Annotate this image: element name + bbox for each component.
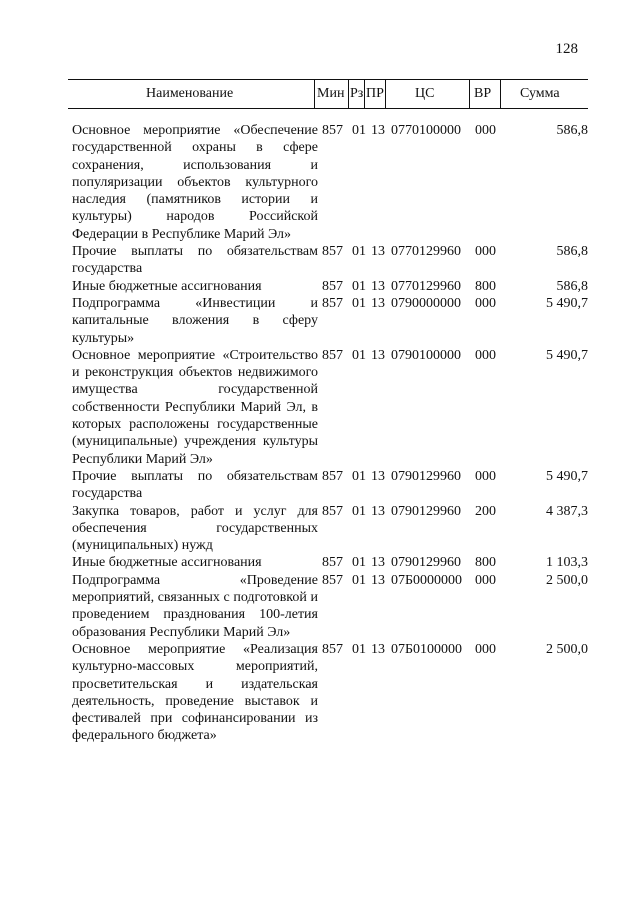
row-min: 857 <box>322 295 343 311</box>
row-rz: 01 <box>352 278 366 294</box>
row-cs: 0770100000 <box>391 123 461 138</box>
header-rz: Рз <box>350 86 364 101</box>
row-min: 857 <box>322 468 343 484</box>
header-divider <box>314 80 315 108</box>
row-rz: 01 <box>352 347 366 363</box>
row-min: 857 <box>322 244 343 260</box>
row-pr: 13 <box>371 278 385 294</box>
row-name: Закупка товаров, работ и услуг для обеспечения государственных (муниципальных) нужд <box>72 503 318 554</box>
row-sum: 2 500,0 <box>546 572 588 588</box>
row-sum: 2 500,0 <box>546 641 588 657</box>
table-row <box>72 243 588 278</box>
row-cs: 0770129960 <box>391 244 461 260</box>
row-rz: 01 <box>352 572 366 588</box>
row-cs: 0770129960 <box>391 278 461 294</box>
header-divider <box>364 80 365 108</box>
row-min: 857 <box>322 503 343 519</box>
row-cs: 0790129960 <box>391 555 461 571</box>
row-rz: 01 <box>352 123 366 138</box>
row-vr: 800 <box>475 278 496 294</box>
row-rz: 01 <box>352 503 366 519</box>
table-row <box>72 572 588 641</box>
row-name: Иные бюджетные ассигнования <box>72 278 262 294</box>
table-row <box>72 295 588 347</box>
row-name: Прочие выплаты по обязательствам государства <box>72 244 318 277</box>
row-sum: 5 490,7 <box>546 295 588 311</box>
row-pr: 13 <box>371 244 385 260</box>
row-cs: 0790129960 <box>391 503 461 519</box>
table-header <box>68 79 588 109</box>
row-pr: 13 <box>371 641 385 657</box>
row-cs: 0790129960 <box>391 468 461 484</box>
row-name: Иные бюджетные ассигнования <box>72 555 262 571</box>
row-vr: 000 <box>475 468 496 484</box>
row-vr: 000 <box>475 244 496 260</box>
table-row <box>72 468 588 503</box>
row-pr: 13 <box>371 468 385 484</box>
page-number: 128 <box>555 41 578 57</box>
row-name: Основное мероприятие «Строительство и реконструкция объектов недвижимого имущества государственной собственности Республики Марий Эл, в которых расположены государственные (муниципальные) учреждения культуры Республики Марий Эл» <box>72 347 318 467</box>
row-rz: 01 <box>352 641 366 657</box>
row-pr: 13 <box>371 503 385 519</box>
row-sum: 5 490,7 <box>546 468 588 484</box>
row-name: Основное мероприятие «Обеспечение государственной охраны в сфере сохранения, использования и популяризации объектов культурного наследия (памятников истории и культуры) народов Российской Федерации в Республике Марий Эл» <box>72 123 318 242</box>
row-rz: 01 <box>352 468 366 484</box>
table-row <box>72 347 588 468</box>
row-cs: 0790100000 <box>391 347 461 363</box>
row-name: Подпрограмма «Проведение мероприятий, связанных с подготовкой и проведением празднования 100-летия образования Республики Марий Эл» <box>72 572 318 640</box>
header-divider <box>348 80 349 108</box>
row-min: 857 <box>322 278 343 294</box>
row-name: Основное мероприятие «Реализация культурно-массовых мероприятий, просветительская и издательская деятельность, проведение выставок и фестивалей при софинансировании из федерального бюджета» <box>72 641 318 744</box>
row-sum: 586,8 <box>556 123 588 138</box>
row-pr: 13 <box>371 295 385 311</box>
row-vr: 000 <box>475 123 496 138</box>
header-divider <box>500 80 501 108</box>
header-name: Наименование <box>146 86 234 101</box>
row-min: 857 <box>322 123 343 138</box>
row-vr: 200 <box>475 503 496 519</box>
header-pr: ПР <box>366 86 384 101</box>
header-cs: ЦС <box>415 86 435 101</box>
row-sum: 586,8 <box>556 244 588 260</box>
row-vr: 000 <box>475 347 496 363</box>
row-min: 857 <box>322 555 343 571</box>
row-min: 857 <box>322 641 343 657</box>
row-name: Прочие выплаты по обязательствам государства <box>72 468 318 502</box>
row-vr: 000 <box>475 641 496 657</box>
table-row <box>72 278 588 295</box>
row-name: Подпрограмма «Инвестиции и капитальные вложения в сферу культуры» <box>72 295 318 346</box>
row-rz: 01 <box>352 555 366 571</box>
row-vr: 000 <box>475 572 496 588</box>
row-vr: 000 <box>475 295 496 311</box>
table-row <box>72 554 588 571</box>
row-cs: 07Б0100000 <box>391 641 463 657</box>
row-cs: 0790000000 <box>391 295 461 311</box>
row-pr: 13 <box>371 572 385 588</box>
table-row <box>72 122 588 243</box>
row-cs: 07Б0000000 <box>391 572 463 588</box>
row-rz: 01 <box>352 244 366 260</box>
row-rz: 01 <box>352 295 366 311</box>
header-sum: Сумма <box>520 86 560 101</box>
table-row <box>72 503 588 555</box>
row-min: 857 <box>322 572 343 588</box>
row-sum: 4 387,3 <box>546 503 588 519</box>
row-sum: 1 103,3 <box>546 555 588 571</box>
row-pr: 13 <box>371 555 385 571</box>
row-vr: 800 <box>475 555 496 571</box>
row-sum: 586,8 <box>556 278 588 294</box>
budget-table <box>72 122 588 745</box>
header-vr: ВР <box>474 86 492 101</box>
row-min: 857 <box>322 347 343 363</box>
table-row <box>72 641 588 745</box>
header-min: Мин <box>317 86 345 101</box>
row-pr: 13 <box>371 347 385 363</box>
header-divider <box>385 80 386 108</box>
header-divider <box>469 80 470 108</box>
row-pr: 13 <box>371 123 385 138</box>
row-sum: 5 490,7 <box>546 347 588 363</box>
